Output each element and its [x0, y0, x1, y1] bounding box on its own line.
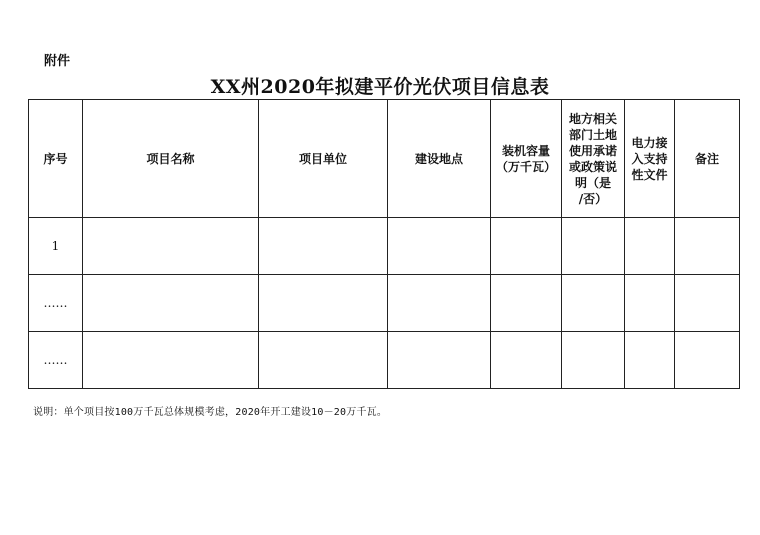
table-row — [29, 275, 740, 332]
table-cell — [625, 275, 675, 332]
header-project-unit: 项目单位 — [259, 100, 388, 218]
table-cell: 1 — [29, 218, 83, 275]
table-cell — [562, 218, 625, 275]
table-cell — [562, 275, 625, 332]
table-cell: …… — [29, 275, 83, 332]
table-cell — [83, 332, 259, 389]
table-cell — [675, 332, 740, 389]
header-project-name: 项目名称 — [83, 100, 259, 218]
header-grid-access: 电力接 入支持 性文件 — [625, 100, 675, 218]
header-location: 建设地点 — [388, 100, 491, 218]
table-cell — [675, 275, 740, 332]
table-cell — [491, 218, 562, 275]
table-cell — [625, 332, 675, 389]
table-cell — [259, 218, 388, 275]
table-cell — [388, 332, 491, 389]
table-cell — [675, 218, 740, 275]
table-row — [29, 218, 740, 275]
table-cell: …… — [29, 332, 83, 389]
table-cell — [491, 332, 562, 389]
header-index: 序号 — [29, 100, 83, 218]
table-cell — [491, 275, 562, 332]
table-cell — [259, 332, 388, 389]
table-cell — [83, 275, 259, 332]
table-row — [29, 332, 740, 389]
table-cell — [83, 218, 259, 275]
table-cell — [388, 218, 491, 275]
document-title: XX州2020年拟建平价光伏项目信息表 — [210, 76, 550, 98]
header-land-commitment: 地方相关 部门土地 使用承诺 或政策说 明（是 /否） — [562, 100, 625, 218]
table-cell — [388, 275, 491, 332]
footnote: 说明：单个项目按100万千瓦总体规模考虑，2020年开工建设10－20万千瓦。 — [33, 407, 388, 418]
table-cell — [259, 275, 388, 332]
annex-label: 附件 — [44, 54, 71, 69]
header-capacity: 装机容量 （万千瓦） — [491, 100, 562, 218]
table-cell — [562, 332, 625, 389]
project-info-table — [28, 99, 740, 389]
table-cell — [625, 218, 675, 275]
header-remarks: 备注 — [675, 100, 740, 218]
table-header-row — [29, 100, 740, 218]
